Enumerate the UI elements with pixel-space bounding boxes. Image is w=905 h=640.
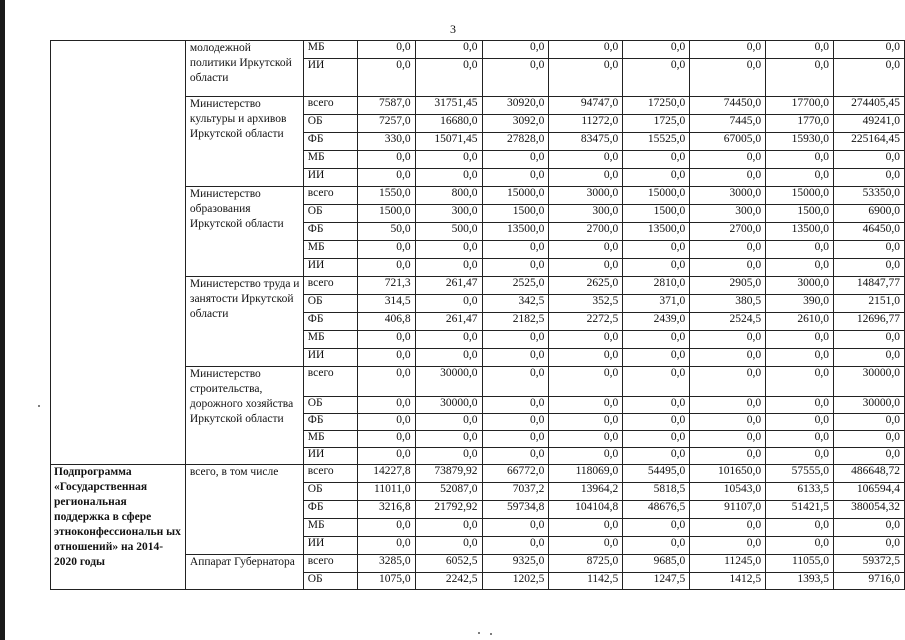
funding-source-cell: МБ bbox=[303, 41, 357, 59]
funding-source-cell: ИИ bbox=[303, 59, 357, 97]
year-value-cell: 721,3 bbox=[357, 277, 415, 295]
year-value-cell: 6133,5 bbox=[766, 483, 834, 501]
year-value-cell: 0,0 bbox=[549, 241, 623, 259]
funding-source-cell: МБ bbox=[303, 151, 357, 169]
total-value-cell: 2151,0 bbox=[833, 295, 904, 313]
year-value-cell: 0,0 bbox=[415, 431, 482, 448]
year-value-cell: 7445,0 bbox=[690, 115, 766, 133]
funding-source-cell: ФБ bbox=[303, 223, 357, 241]
year-value-cell: 0,0 bbox=[623, 151, 690, 169]
year-value-cell: 0,0 bbox=[415, 59, 482, 97]
year-value-cell: 0,0 bbox=[415, 349, 482, 367]
year-value-cell: 0,0 bbox=[690, 41, 766, 59]
funding-source-cell: МБ bbox=[303, 431, 357, 448]
year-value-cell: 0,0 bbox=[766, 414, 834, 431]
organization-cell: Министерство культуры и архивов Иркутской области bbox=[185, 97, 303, 187]
year-value-cell: 51421,5 bbox=[766, 501, 834, 519]
year-value-cell: 2242,5 bbox=[415, 573, 482, 590]
year-value-cell: 0,0 bbox=[357, 331, 415, 349]
year-value-cell: 0,0 bbox=[549, 259, 623, 277]
total-value-cell: 30000,0 bbox=[833, 367, 904, 397]
year-value-cell: 1770,0 bbox=[766, 115, 834, 133]
year-value-cell: 0,0 bbox=[357, 537, 415, 555]
year-value-cell: 2700,0 bbox=[690, 223, 766, 241]
year-value-cell: 0,0 bbox=[623, 259, 690, 277]
funding-source-cell: всего bbox=[303, 97, 357, 115]
year-value-cell: 11272,0 bbox=[549, 115, 623, 133]
year-value-cell: 0,0 bbox=[482, 448, 549, 465]
year-value-cell: 2524,5 bbox=[690, 313, 766, 331]
year-value-cell: 27828,0 bbox=[482, 133, 549, 151]
year-value-cell: 0,0 bbox=[690, 241, 766, 259]
year-value-cell: 0,0 bbox=[766, 151, 834, 169]
year-value-cell: 0,0 bbox=[357, 41, 415, 59]
year-value-cell: 3092,0 bbox=[482, 115, 549, 133]
year-value-cell: 0,0 bbox=[623, 241, 690, 259]
year-value-cell: 0,0 bbox=[549, 151, 623, 169]
funding-source-cell: ИИ bbox=[303, 259, 357, 277]
year-value-cell: 0,0 bbox=[482, 59, 549, 97]
year-value-cell: 3000,0 bbox=[549, 187, 623, 205]
year-value-cell: 13500,0 bbox=[623, 223, 690, 241]
total-value-cell: 46450,0 bbox=[833, 223, 904, 241]
funding-source-cell: ИИ bbox=[303, 448, 357, 465]
year-value-cell: 0,0 bbox=[623, 169, 690, 187]
year-value-cell: 0,0 bbox=[690, 259, 766, 277]
table-row bbox=[51, 41, 905, 59]
year-value-cell: 91107,0 bbox=[690, 501, 766, 519]
year-value-cell: 1725,0 bbox=[623, 115, 690, 133]
total-value-cell: 0,0 bbox=[833, 151, 904, 169]
program-cell bbox=[51, 41, 186, 465]
year-value-cell: 15000,0 bbox=[482, 187, 549, 205]
total-value-cell: 53350,0 bbox=[833, 187, 904, 205]
year-value-cell: 0,0 bbox=[690, 397, 766, 414]
year-value-cell: 0,0 bbox=[357, 414, 415, 431]
year-value-cell: 0,0 bbox=[482, 414, 549, 431]
total-value-cell: 0,0 bbox=[833, 241, 904, 259]
year-value-cell: 0,0 bbox=[415, 448, 482, 465]
year-value-cell: 0,0 bbox=[690, 331, 766, 349]
year-value-cell: 0,0 bbox=[357, 367, 415, 397]
year-value-cell: 0,0 bbox=[415, 295, 482, 313]
year-value-cell: 0,0 bbox=[623, 41, 690, 59]
year-value-cell: 0,0 bbox=[415, 331, 482, 349]
year-value-cell: 352,5 bbox=[549, 295, 623, 313]
year-value-cell: 0,0 bbox=[766, 241, 834, 259]
year-value-cell: 0,0 bbox=[482, 349, 549, 367]
scan-binding-edge bbox=[0, 0, 5, 640]
year-value-cell: 3000,0 bbox=[766, 277, 834, 295]
year-value-cell: 0,0 bbox=[357, 519, 415, 537]
total-value-cell: 380054,32 bbox=[833, 501, 904, 519]
year-value-cell: 2700,0 bbox=[549, 223, 623, 241]
year-value-cell: 330,0 bbox=[357, 133, 415, 151]
year-value-cell: 0,0 bbox=[623, 397, 690, 414]
year-value-cell: 14227,8 bbox=[357, 465, 415, 483]
year-value-cell: 0,0 bbox=[415, 151, 482, 169]
year-value-cell: 2439,0 bbox=[623, 313, 690, 331]
year-value-cell: 15000,0 bbox=[623, 187, 690, 205]
year-value-cell: 300,0 bbox=[690, 205, 766, 223]
year-value-cell: 500,0 bbox=[415, 223, 482, 241]
year-value-cell: 0,0 bbox=[766, 259, 834, 277]
year-value-cell: 0,0 bbox=[357, 431, 415, 448]
year-value-cell: 31751,45 bbox=[415, 97, 482, 115]
year-value-cell: 0,0 bbox=[357, 448, 415, 465]
year-value-cell: 0,0 bbox=[415, 537, 482, 555]
scope-cell: всего, в том числе bbox=[185, 465, 303, 555]
total-value-cell: 0,0 bbox=[833, 414, 904, 431]
total-value-cell: 0,0 bbox=[833, 431, 904, 448]
year-value-cell: 2810,0 bbox=[623, 277, 690, 295]
year-value-cell: 371,0 bbox=[623, 295, 690, 313]
year-value-cell: 0,0 bbox=[549, 59, 623, 97]
funding-source-cell: МБ bbox=[303, 241, 357, 259]
year-value-cell: 0,0 bbox=[549, 414, 623, 431]
year-value-cell: 11011,0 bbox=[357, 483, 415, 501]
year-value-cell: 7257,0 bbox=[357, 115, 415, 133]
total-value-cell: 0,0 bbox=[833, 331, 904, 349]
funding-source-cell: ОБ bbox=[303, 397, 357, 414]
year-value-cell: 0,0 bbox=[690, 169, 766, 187]
total-value-cell: 106594,4 bbox=[833, 483, 904, 501]
year-value-cell: 0,0 bbox=[623, 349, 690, 367]
year-value-cell: 0,0 bbox=[549, 331, 623, 349]
year-value-cell: 0,0 bbox=[690, 448, 766, 465]
year-value-cell: 0,0 bbox=[415, 41, 482, 59]
year-value-cell: 0,0 bbox=[357, 151, 415, 169]
year-value-cell: 0,0 bbox=[623, 414, 690, 431]
funding-source-cell: ФБ bbox=[303, 133, 357, 151]
total-value-cell: 0,0 bbox=[833, 41, 904, 59]
year-value-cell: 3285,0 bbox=[357, 555, 415, 573]
funding-source-cell: всего bbox=[303, 367, 357, 397]
year-value-cell: 0,0 bbox=[549, 41, 623, 59]
scan-speck bbox=[490, 633, 492, 635]
year-value-cell: 0,0 bbox=[357, 259, 415, 277]
year-value-cell: 0,0 bbox=[690, 59, 766, 97]
year-value-cell: 0,0 bbox=[549, 448, 623, 465]
year-value-cell: 6052,5 bbox=[415, 555, 482, 573]
year-value-cell: 1393,5 bbox=[766, 573, 834, 590]
year-value-cell: 0,0 bbox=[415, 519, 482, 537]
year-value-cell: 0,0 bbox=[690, 349, 766, 367]
year-value-cell: 2182,5 bbox=[482, 313, 549, 331]
page-number: 3 bbox=[450, 22, 456, 36]
year-value-cell: 0,0 bbox=[482, 169, 549, 187]
year-value-cell: 13964,2 bbox=[549, 483, 623, 501]
year-value-cell: 390,0 bbox=[766, 295, 834, 313]
year-value-cell: 2610,0 bbox=[766, 313, 834, 331]
total-value-cell: 0,0 bbox=[833, 59, 904, 97]
year-value-cell: 101650,0 bbox=[690, 465, 766, 483]
total-value-cell: 486648,72 bbox=[833, 465, 904, 483]
year-value-cell: 7037,2 bbox=[482, 483, 549, 501]
year-value-cell: 7587,0 bbox=[357, 97, 415, 115]
year-value-cell: 0,0 bbox=[549, 367, 623, 397]
year-value-cell: 21792,92 bbox=[415, 501, 482, 519]
year-value-cell: 0,0 bbox=[357, 241, 415, 259]
year-value-cell: 0,0 bbox=[766, 169, 834, 187]
year-value-cell: 104104,8 bbox=[549, 501, 623, 519]
funding-source-cell: ОБ bbox=[303, 295, 357, 313]
year-value-cell: 2905,0 bbox=[690, 277, 766, 295]
year-value-cell: 0,0 bbox=[549, 537, 623, 555]
funding-source-cell: ОБ bbox=[303, 205, 357, 223]
year-value-cell: 0,0 bbox=[415, 259, 482, 277]
total-value-cell: 225164,45 bbox=[833, 133, 904, 151]
year-value-cell: 0,0 bbox=[623, 331, 690, 349]
year-value-cell: 73879,92 bbox=[415, 465, 482, 483]
year-value-cell: 16680,0 bbox=[415, 115, 482, 133]
year-value-cell: 0,0 bbox=[482, 367, 549, 397]
year-value-cell: 1500,0 bbox=[482, 205, 549, 223]
year-value-cell: 67005,0 bbox=[690, 133, 766, 151]
total-value-cell: 12696,77 bbox=[833, 313, 904, 331]
year-value-cell: 0,0 bbox=[482, 259, 549, 277]
year-value-cell: 0,0 bbox=[766, 41, 834, 59]
year-value-cell: 0,0 bbox=[357, 397, 415, 414]
funding-source-cell: МБ bbox=[303, 519, 357, 537]
year-value-cell: 0,0 bbox=[766, 59, 834, 97]
year-value-cell: 1202,5 bbox=[482, 573, 549, 590]
year-value-cell: 0,0 bbox=[482, 241, 549, 259]
year-value-cell: 0,0 bbox=[482, 41, 549, 59]
year-value-cell: 0,0 bbox=[549, 519, 623, 537]
total-value-cell: 6900,0 bbox=[833, 205, 904, 223]
total-value-cell: 0,0 bbox=[833, 519, 904, 537]
year-value-cell: 800,0 bbox=[415, 187, 482, 205]
funding-source-cell: ФБ bbox=[303, 501, 357, 519]
year-value-cell: 0,0 bbox=[766, 397, 834, 414]
year-value-cell: 0,0 bbox=[690, 431, 766, 448]
year-value-cell: 30000,0 bbox=[415, 367, 482, 397]
year-value-cell: 380,5 bbox=[690, 295, 766, 313]
year-value-cell: 3216,8 bbox=[357, 501, 415, 519]
year-value-cell: 17700,0 bbox=[766, 97, 834, 115]
year-value-cell: 0,0 bbox=[415, 169, 482, 187]
table-row bbox=[51, 465, 905, 483]
year-value-cell: 314,5 bbox=[357, 295, 415, 313]
year-value-cell: 2625,0 bbox=[549, 277, 623, 295]
year-value-cell: 30920,0 bbox=[482, 97, 549, 115]
year-value-cell: 0,0 bbox=[549, 397, 623, 414]
year-value-cell: 30000,0 bbox=[415, 397, 482, 414]
year-value-cell: 10543,0 bbox=[690, 483, 766, 501]
funding-source-cell: всего bbox=[303, 555, 357, 573]
program-cell: Подпрограмма «Государственная региональная поддержка в сфере этноконфессиональн ых отношений» на 2014-2020 годы bbox=[51, 465, 186, 590]
year-value-cell: 8725,0 bbox=[549, 555, 623, 573]
year-value-cell: 11245,0 bbox=[690, 555, 766, 573]
year-value-cell: 1550,0 bbox=[357, 187, 415, 205]
year-value-cell: 83475,0 bbox=[549, 133, 623, 151]
year-value-cell: 1500,0 bbox=[357, 205, 415, 223]
funding-source-cell: ФБ bbox=[303, 414, 357, 431]
year-value-cell: 0,0 bbox=[690, 519, 766, 537]
year-value-cell: 261,47 bbox=[415, 277, 482, 295]
year-value-cell: 0,0 bbox=[482, 537, 549, 555]
organization-cell: Министерство образования Иркутской области bbox=[185, 187, 303, 277]
year-value-cell: 0,0 bbox=[623, 367, 690, 397]
year-value-cell: 3000,0 bbox=[690, 187, 766, 205]
year-value-cell: 9325,0 bbox=[482, 555, 549, 573]
year-value-cell: 50,0 bbox=[357, 223, 415, 241]
year-value-cell: 52087,0 bbox=[415, 483, 482, 501]
year-value-cell: 0,0 bbox=[690, 151, 766, 169]
year-value-cell: 0,0 bbox=[690, 537, 766, 555]
year-value-cell: 0,0 bbox=[357, 349, 415, 367]
year-value-cell: 0,0 bbox=[623, 448, 690, 465]
year-value-cell: 1500,0 bbox=[766, 205, 834, 223]
organization-cell: молодежной политики Иркутской области bbox=[185, 41, 303, 97]
budget-table-body bbox=[51, 41, 905, 590]
year-value-cell: 0,0 bbox=[415, 414, 482, 431]
year-value-cell: 66772,0 bbox=[482, 465, 549, 483]
funding-source-cell: МБ bbox=[303, 331, 357, 349]
year-value-cell: 0,0 bbox=[482, 519, 549, 537]
year-value-cell: 0,0 bbox=[690, 367, 766, 397]
year-value-cell: 59734,8 bbox=[482, 501, 549, 519]
year-value-cell: 118069,0 bbox=[549, 465, 623, 483]
year-value-cell: 5818,5 bbox=[623, 483, 690, 501]
year-value-cell: 0,0 bbox=[623, 431, 690, 448]
year-value-cell: 261,47 bbox=[415, 313, 482, 331]
funding-source-cell: ОБ bbox=[303, 115, 357, 133]
total-value-cell: 0,0 bbox=[833, 259, 904, 277]
funding-source-cell: ИИ bbox=[303, 169, 357, 187]
year-value-cell: 15071,45 bbox=[415, 133, 482, 151]
organization-cell: Министерство труда и занятости Иркутской области bbox=[185, 277, 303, 367]
year-value-cell: 0,0 bbox=[482, 397, 549, 414]
scan-speck bbox=[478, 632, 480, 634]
year-value-cell: 0,0 bbox=[766, 448, 834, 465]
year-value-cell: 2525,0 bbox=[482, 277, 549, 295]
funding-source-cell: ФБ bbox=[303, 313, 357, 331]
year-value-cell: 1142,5 bbox=[549, 573, 623, 590]
year-value-cell: 15000,0 bbox=[766, 187, 834, 205]
year-value-cell: 74450,0 bbox=[690, 97, 766, 115]
year-value-cell: 342,5 bbox=[482, 295, 549, 313]
total-value-cell: 49241,0 bbox=[833, 115, 904, 133]
year-value-cell: 0,0 bbox=[766, 537, 834, 555]
year-value-cell: 48676,5 bbox=[623, 501, 690, 519]
year-value-cell: 54495,0 bbox=[623, 465, 690, 483]
year-value-cell: 0,0 bbox=[623, 519, 690, 537]
year-value-cell: 1075,0 bbox=[357, 573, 415, 590]
total-value-cell: 14847,77 bbox=[833, 277, 904, 295]
year-value-cell: 15930,0 bbox=[766, 133, 834, 151]
year-value-cell: 94747,0 bbox=[549, 97, 623, 115]
year-value-cell: 0,0 bbox=[766, 331, 834, 349]
year-value-cell: 2272,5 bbox=[549, 313, 623, 331]
year-value-cell: 0,0 bbox=[549, 349, 623, 367]
year-value-cell: 0,0 bbox=[690, 414, 766, 431]
year-value-cell: 0,0 bbox=[549, 169, 623, 187]
year-value-cell: 0,0 bbox=[482, 431, 549, 448]
scan-speck bbox=[38, 405, 40, 407]
year-value-cell: 1500,0 bbox=[623, 205, 690, 223]
year-value-cell: 0,0 bbox=[766, 431, 834, 448]
total-value-cell: 0,0 bbox=[833, 349, 904, 367]
year-value-cell: 15525,0 bbox=[623, 133, 690, 151]
funding-source-cell: ОБ bbox=[303, 483, 357, 501]
total-value-cell: 59372,5 bbox=[833, 555, 904, 573]
year-value-cell: 57555,0 bbox=[766, 465, 834, 483]
year-value-cell: 0,0 bbox=[766, 367, 834, 397]
year-value-cell: 0,0 bbox=[623, 537, 690, 555]
total-value-cell: 0,0 bbox=[833, 537, 904, 555]
year-value-cell: 17250,0 bbox=[623, 97, 690, 115]
year-value-cell: 0,0 bbox=[415, 241, 482, 259]
year-value-cell: 9685,0 bbox=[623, 555, 690, 573]
total-value-cell: 30000,0 bbox=[833, 397, 904, 414]
year-value-cell: 13500,0 bbox=[482, 223, 549, 241]
total-value-cell: 274405,45 bbox=[833, 97, 904, 115]
funding-source-cell: ИИ bbox=[303, 537, 357, 555]
year-value-cell: 0,0 bbox=[623, 59, 690, 97]
year-value-cell: 1247,5 bbox=[623, 573, 690, 590]
year-value-cell: 11055,0 bbox=[766, 555, 834, 573]
year-value-cell: 0,0 bbox=[357, 59, 415, 97]
year-value-cell: 406,8 bbox=[357, 313, 415, 331]
year-value-cell: 300,0 bbox=[549, 205, 623, 223]
year-value-cell: 0,0 bbox=[549, 431, 623, 448]
year-value-cell: 0,0 bbox=[766, 519, 834, 537]
budget-table bbox=[50, 40, 905, 590]
year-value-cell: 0,0 bbox=[482, 151, 549, 169]
funding-source-cell: ОБ bbox=[303, 573, 357, 590]
year-value-cell: 0,0 bbox=[482, 331, 549, 349]
funding-source-cell: ИИ bbox=[303, 349, 357, 367]
total-value-cell: 0,0 bbox=[833, 169, 904, 187]
total-value-cell: 0,0 bbox=[833, 448, 904, 465]
year-value-cell: 0,0 bbox=[766, 349, 834, 367]
year-value-cell: 1412,5 bbox=[690, 573, 766, 590]
year-value-cell: 300,0 bbox=[415, 205, 482, 223]
total-value-cell: 9716,0 bbox=[833, 573, 904, 590]
year-value-cell: 13500,0 bbox=[766, 223, 834, 241]
funding-source-cell: всего bbox=[303, 277, 357, 295]
organization-cell: Министерство строительства, дорожного хозяйства Иркутской области bbox=[185, 367, 303, 465]
year-value-cell: 0,0 bbox=[357, 169, 415, 187]
funding-source-cell: всего bbox=[303, 187, 357, 205]
organization-cell: Аппарат Губернатора bbox=[185, 555, 303, 590]
funding-source-cell: всего bbox=[303, 465, 357, 483]
